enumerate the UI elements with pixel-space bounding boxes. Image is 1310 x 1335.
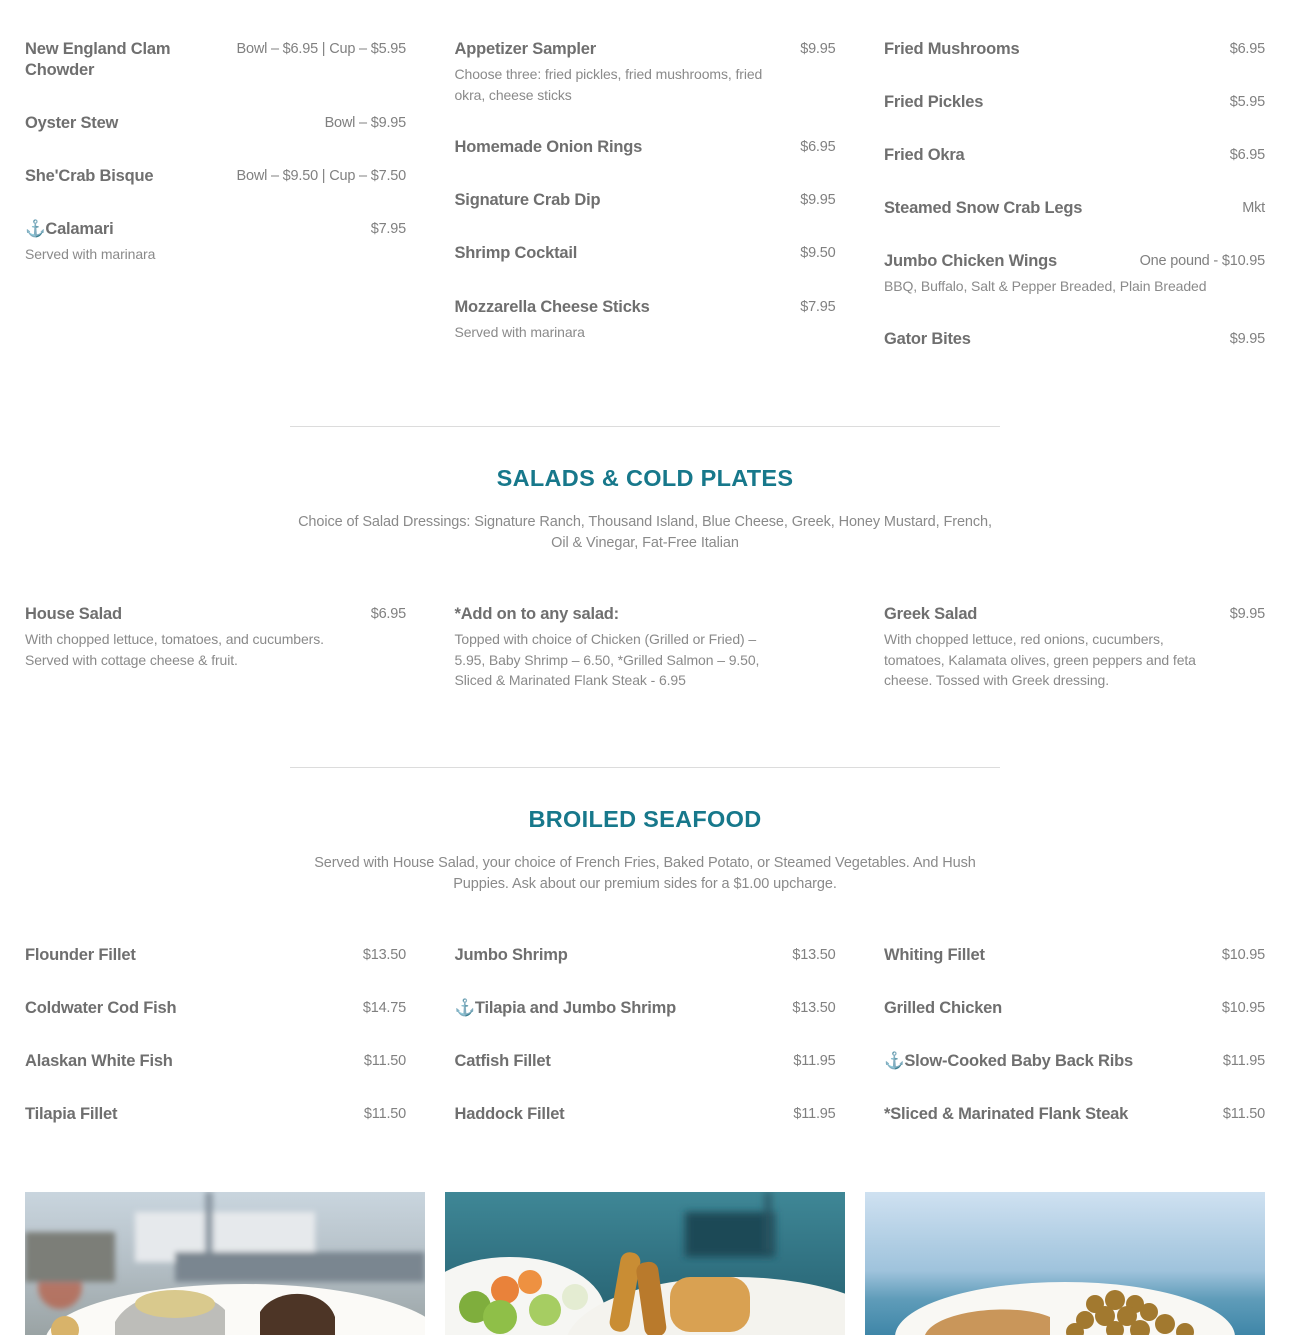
- item-name: New England Clam Chowder: [25, 40, 171, 79]
- item-name-text: Slow-Cooked Baby Back Ribs: [904, 1052, 1133, 1070]
- item-price: $6.95: [370, 606, 406, 622]
- section-divider: [290, 426, 1000, 427]
- food-photo-fried-platter: [445, 1192, 845, 1335]
- photo-okra-plate-image: [865, 1192, 1265, 1335]
- menu-item: [25, 219, 406, 265]
- item-price: $14.75: [362, 1000, 406, 1016]
- item-price: $11.95: [793, 1053, 836, 1069]
- item-name: Whiting Fillet: [884, 946, 985, 964]
- menu-item: [455, 297, 836, 343]
- item-price: $13.50: [792, 1000, 836, 1016]
- item-name: Haddock Fillet: [454, 1105, 565, 1123]
- anchor-icon: ⚓: [25, 220, 46, 238]
- anchor-icon: ⚓: [454, 999, 475, 1017]
- menu-item: [884, 92, 1265, 113]
- item-name: Homemade Onion Rings: [454, 138, 643, 156]
- item-price: $13.50: [362, 947, 406, 963]
- item-price: $7.95: [370, 221, 406, 237]
- item-name: *Add on to any salad:: [454, 605, 619, 623]
- item-name: Grilled Chicken: [884, 999, 1003, 1017]
- menu-item: [25, 998, 406, 1019]
- item-price: $9.50: [800, 245, 836, 261]
- menu-item: [25, 39, 406, 81]
- menu-item: [884, 945, 1265, 966]
- menu-item: [25, 604, 406, 670]
- salads-column-1: [25, 604, 406, 712]
- item-name: *Sliced & Marinated Flank Steak: [884, 1105, 1129, 1123]
- item-price: $7.95: [800, 299, 836, 315]
- item-description: Topped with choice of Chicken (Grilled or Fried) – 5.95, Baby Shrimp – 6.50, *Grilled Salmon – 9.50, Sliced & Marinated Flank Steak - 6.95: [454, 631, 760, 688]
- broiled-column-1: [25, 945, 406, 1146]
- item-description: With chopped lettuce, tomatoes, and cucumbers. Served with cottage cheese & fruit.: [25, 631, 324, 668]
- menu-item: [884, 39, 1265, 60]
- item-price: $9.95: [1229, 330, 1265, 347]
- item-description: BBQ, Buffalo, Salt & Pepper Breaded, Plain Breaded: [884, 278, 1207, 294]
- salads-column-3: [884, 604, 1265, 712]
- item-price: $10.95: [1221, 947, 1265, 963]
- appetizers-column-2: [455, 39, 836, 371]
- item-name: Gator Bites: [884, 329, 971, 348]
- item-name: [455, 998, 677, 1019]
- menu-item: [25, 945, 406, 966]
- menu-item: [25, 166, 406, 187]
- appetizers-column-3: [884, 39, 1265, 371]
- menu-item: [884, 604, 1265, 691]
- item-name: Mozzarella Cheese Sticks: [454, 298, 650, 316]
- menu-item: [25, 1051, 406, 1072]
- item-price: One pound - $10.95: [1139, 253, 1265, 269]
- food-photos: [25, 1192, 1265, 1335]
- salads-grid: [25, 604, 1265, 712]
- item-price: $13.50: [792, 947, 836, 963]
- section-note-sides: Served with House Salad, your choice of French Fries, Baked Potato, or Steamed Vegetables. And Hush Puppies. Ask about our premium sides for a $1.00 upcharge.: [314, 855, 976, 892]
- item-name: Shrimp Cocktail: [454, 244, 578, 262]
- item-name: Tilapia Fillet: [25, 1105, 118, 1123]
- menu-item: [884, 251, 1265, 297]
- item-name: Coldwater Cod Fish: [25, 999, 177, 1017]
- item-price: Mkt: [1242, 200, 1265, 216]
- item-name: Signature Crab Dip: [454, 191, 601, 209]
- item-price: $11.50: [363, 1053, 406, 1069]
- section-title-broiled: BROILED SEAFOOD: [528, 806, 762, 832]
- item-name: [884, 1051, 1133, 1072]
- item-price: Bowl – $9.50 | Cup – $7.50: [236, 168, 406, 184]
- item-description: Choose three: fried pickles, fried mushrooms, fried okra, cheese sticks: [454, 66, 763, 103]
- broiled-grid: [25, 945, 1265, 1146]
- section-note-dressings: Choice of Salad Dressings: Signature Ranch, Thousand Island, Blue Cheese, Greek, Honey Mustard, French, Oil & Vinegar, Fat-Free Italian: [298, 514, 992, 551]
- appetizers-grid: [25, 39, 1265, 371]
- item-name: Catfish Fillet: [454, 1052, 551, 1070]
- item-price: Bowl – $9.95: [324, 115, 406, 131]
- item-name: $11.50: [1222, 1106, 1265, 1122]
- item-name: Fried Pickles: [884, 93, 984, 111]
- photo-fried-platter-image: [445, 1192, 845, 1335]
- item-name: Alaskan White Fish: [25, 1052, 173, 1070]
- item-price: $6.95: [800, 139, 836, 155]
- menu-item: [884, 329, 1265, 350]
- food-photo-okra-plate: [865, 1192, 1265, 1335]
- item-price: Bowl – $6.95 | Cup – $5.95: [236, 41, 406, 57]
- menu-item: [884, 145, 1265, 166]
- item-name: Greek Salad: [884, 605, 978, 623]
- broiled-column-3: [884, 945, 1265, 1146]
- item-name: Fried Okra: [884, 146, 965, 164]
- item-description: Served with marinara: [25, 246, 156, 262]
- menu-item: [455, 137, 836, 158]
- menu-item: [884, 1051, 1265, 1072]
- broiled-column-2: [455, 945, 836, 1146]
- menu-item: [455, 1104, 836, 1125]
- appetizers-column-1: [25, 39, 406, 371]
- item-price: $9.95: [1229, 606, 1265, 622]
- menu-item: [455, 604, 836, 691]
- menu-item: [455, 190, 836, 211]
- anchor-icon: ⚓: [884, 1052, 905, 1070]
- item-name: [25, 219, 113, 240]
- item-name-text: Calamari: [45, 220, 114, 238]
- menu-item: [884, 1104, 1265, 1125]
- menu-item: [455, 243, 836, 264]
- section-title-salads: SALADS & COLD PLATES: [496, 465, 794, 491]
- item-price: $10.95: [1221, 1000, 1265, 1016]
- item-name: House Salad: [25, 605, 122, 623]
- section-divider: [290, 767, 1000, 768]
- item-price: $9.95: [800, 41, 836, 57]
- menu-item: [25, 1104, 406, 1125]
- salads-column-2: [455, 604, 836, 712]
- item-name: She'Crab Bisque: [25, 167, 154, 185]
- item-price: $11.95: [1222, 1053, 1265, 1069]
- item-price: $6.95: [1229, 147, 1265, 163]
- item-name: Appetizer Sampler: [454, 40, 596, 58]
- item-name: Flounder Fillet: [25, 946, 136, 964]
- item-name: Oyster Stew: [25, 114, 119, 132]
- item-description: Served with marinara: [454, 324, 585, 340]
- item-price: $11.50: [363, 1106, 406, 1122]
- menu-item: [884, 198, 1265, 219]
- item-price: $5.95: [1229, 94, 1265, 110]
- item-name: Fried Mushrooms: [884, 40, 1020, 58]
- item-price: $6.95: [1229, 41, 1265, 57]
- menu-item: [455, 945, 836, 966]
- item-name-text: Tilapia and Jumbo Shrimp: [474, 999, 677, 1017]
- item-price: $9.95: [800, 192, 836, 208]
- menu-item: [25, 113, 406, 134]
- menu-item: [884, 998, 1265, 1019]
- food-photo-steak-potato: [25, 1192, 425, 1335]
- item-price: $11.95: [793, 1106, 836, 1122]
- menu-item: [455, 1051, 836, 1072]
- item-description: With chopped lettuce, red onions, cucumbers, tomatoes, Kalamata olives, green peppers and feta cheese. Tossed with Greek dressing.: [884, 631, 1196, 688]
- item-name: Jumbo Chicken Wings: [884, 252, 1057, 270]
- photo-steak-potato-image: [25, 1192, 425, 1335]
- item-name: Jumbo Shrimp: [454, 946, 568, 964]
- menu-item: [455, 39, 836, 105]
- item-name: Steamed Snow Crab Legs: [884, 199, 1083, 217]
- menu-item: [455, 998, 836, 1019]
